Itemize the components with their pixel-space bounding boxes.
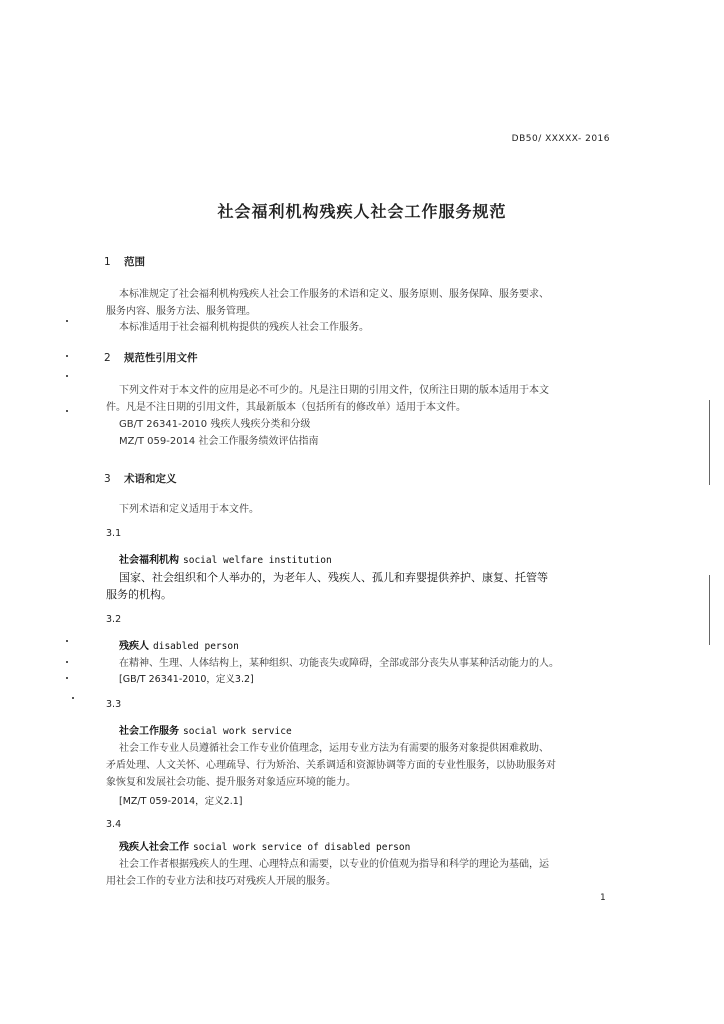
term-number: 3.2	[106, 614, 122, 625]
scan-line-artifact	[709, 400, 710, 485]
term-definition: 用社会工作的专业方法和技巧对残疾人开展的服务。	[106, 876, 336, 887]
document-code: DB50/ XXXXX- 2016	[511, 134, 610, 144]
term-number: 3.1	[106, 528, 122, 539]
scan-dot-artifact	[66, 410, 68, 412]
section-title: 规范性引用文件	[124, 352, 198, 364]
section-1-heading	[104, 254, 145, 269]
scan-dot-artifact	[66, 320, 68, 322]
term-heading	[119, 722, 292, 737]
paragraph: 件。凡是不注日期的引用文件，其最新版本（包括所有的修改单）适用于本文件。	[106, 402, 466, 413]
term-name: 社会福利机构	[119, 555, 179, 566]
term-english: social work service	[183, 726, 292, 737]
term-definition: 象恢复和发展社会功能、提升服务对象适应环境的能力。	[106, 777, 356, 788]
paragraph: 下列文件对于本文件的应用是必不可少的。凡是注日期的引用文件，仅所注日期的版本适用于本文	[119, 385, 549, 396]
section-title: 范围	[124, 256, 145, 268]
scan-dot-artifact	[66, 640, 68, 642]
section-number: 2	[104, 352, 111, 364]
term-definition: 服务的机构。	[106, 588, 172, 601]
scan-dot-artifact	[66, 661, 68, 663]
document-title: 社会福利机构残疾人社会工作服务规范	[217, 202, 507, 221]
scan-line-artifact	[709, 575, 710, 645]
section-3-heading	[104, 471, 177, 486]
paragraph: 本标准规定了社会福利机构残疾人社会工作服务的术语和定义、服务原则、服务保障、服务要求、	[119, 289, 549, 300]
term-source: [GB/T 26341-2010，定义3.2]	[119, 674, 254, 685]
term-heading	[119, 551, 332, 566]
term-english: disabled person	[153, 641, 239, 652]
term-name: 残疾人社会工作	[119, 842, 189, 853]
term-english: social work service of disabled person	[193, 842, 411, 853]
term-number: 3.4	[106, 819, 122, 830]
section-number: 3	[104, 473, 111, 485]
term-definition: 国家、社会组织和个人举办的，为老年人、残疾人、孤儿和弃婴提供养护、康复、托管等	[119, 571, 548, 584]
term-definition: 社会工作者根据残疾人的生理、心理特点和需要，以专业的价值观为指导和科学的理论为基础，运	[119, 859, 549, 870]
normative-reference: MZ/T 059-2014 社会工作服务绩效评估指南	[119, 436, 319, 447]
section-number: 1	[104, 256, 111, 268]
term-heading	[119, 637, 239, 652]
scan-dot-artifact	[72, 697, 74, 699]
page-number: 1	[600, 893, 606, 903]
scan-dot-artifact	[66, 677, 68, 679]
section-2-heading	[104, 350, 198, 365]
term-english: social welfare institution	[183, 555, 332, 566]
term-definition: 在精神、生理、人体结构上，某种组织、功能丧失或障碍，全部或部分丧失从事某种活动能力的人。	[119, 658, 559, 669]
paragraph: 服务内容、服务方法、服务管理。	[106, 306, 256, 317]
paragraph: 本标准适用于社会福利机构提供的残疾人社会工作服务。	[119, 322, 369, 333]
term-name: 社会工作服务	[119, 726, 179, 737]
scan-dot-artifact	[66, 355, 68, 357]
term-definition: 矛盾处理、人文关怀、心理疏导、行为矫治、关系调适和资源协调等方面的专业性服务，以协助服务对	[106, 760, 556, 771]
scan-dot-artifact	[66, 375, 68, 377]
normative-reference: GB/T 26341-2010 残疾人残疾分类和分级	[119, 419, 311, 430]
term-definition: 社会工作专业人员遵循社会工作专业价值理念，运用专业方法为有需要的服务对象提供困难救助、	[119, 743, 549, 754]
term-source: [MZ/T 059-2014，定义2.1]	[119, 796, 243, 807]
term-name: 残疾人	[119, 641, 149, 652]
section-title: 术语和定义	[124, 473, 177, 485]
term-heading	[119, 838, 410, 853]
term-number: 3.3	[106, 699, 122, 710]
paragraph: 下列术语和定义适用于本文件。	[119, 504, 259, 515]
